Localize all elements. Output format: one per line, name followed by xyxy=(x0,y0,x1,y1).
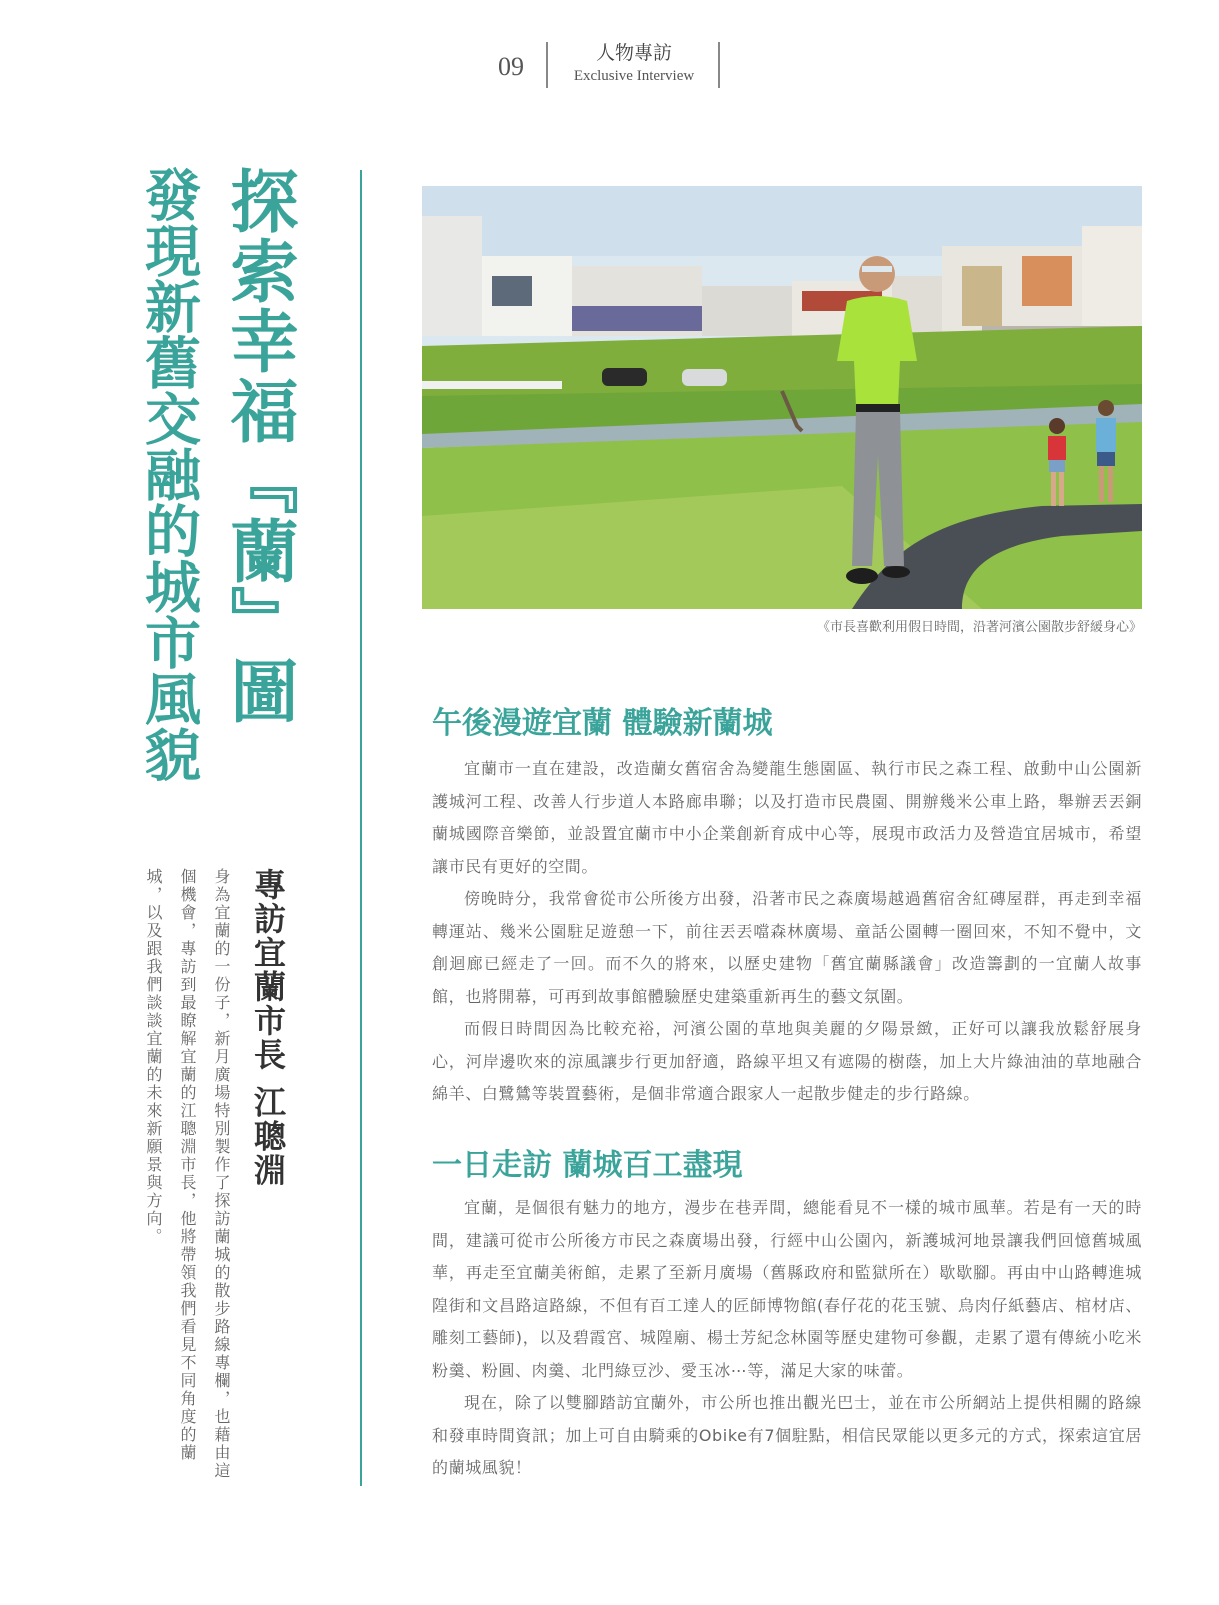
section-2-title: 一日走訪 蘭城百工盡現 xyxy=(432,1148,743,1183)
intro-text: 身為宜蘭的一份子，新月廣場特別製作了探訪蘭城的散步路線專欄，也藉由這個機會，專訪到最瞭解宜蘭的江聰淵市長，他將帶領我們看見不同角度的蘭城，以及跟我們談談宜蘭的未來新願景與方向。 xyxy=(144,868,231,1480)
header-divider-right xyxy=(718,42,720,88)
section-1-paragraph: 宜蘭市一直在建設，改造蘭女舊宿舍為變龍生態園區、執行市民之森工程、啟動中山公園新護城河工程、改善人行步道人本路廊串聯；以及打造市民農園、開辦幾米公車上路，舉辦丟丟銅蘭城國際音樂節，並設置宜蘭市中小企業創新育成中心等，展現市政活力及營造宜居城市，希望讓市民有更好的空間。 xyxy=(432,759,1142,876)
photo-caption: 《市長喜歡利用假日時間，沿著河濱公園散步舒緩身心》 xyxy=(816,620,1142,635)
section-1-paragraph: 而假日時間因為比較充裕，河濱公園的草地與美麗的夕陽景緻，正好可以讓我放鬆舒展身心，河岸邊吹來的涼風讓步行更加舒適，路線平坦又有遮陽的樹蔭，加上大片綠油油的草地融合綿羊、白鷺鷥等裝置藝術，是個非常適合跟家人一起散步健走的步行路線。 xyxy=(432,1019,1142,1103)
header-divider-left xyxy=(546,42,548,88)
title-line-1: 探索幸福『蘭』圖 xyxy=(219,166,299,726)
section-1-title: 午後漫遊宜蘭 體驗新蘭城 xyxy=(432,706,773,741)
page-header xyxy=(0,38,1219,90)
vertical-divider xyxy=(360,170,362,1486)
title-line-2: 發現新舊交融的城市風貌 xyxy=(136,166,202,782)
section-2-paragraph: 宜蘭，是個很有魅力的地方，漫步在巷弄間，總能看見不一樣的城市風華。若是有一天的時間，建議可從市公所後方市民之森廣場出發，行經中山公園內，新護城河地景讓我們回憶舊城風華，再走至宜蘭美術館，走累了至新月廣場（舊縣政府和監獄所在）歇歇腳。再由中山路轉進城隍街和文昌路這路線，不但有百工達人的匠師博物館(春仔花的花玉號、烏肉仔紙藝店、棺材店、雕刻工藝師)，以及碧霞宮、城隍廟、楊士芳紀念林園等歷史建物可參觀，走累了還有傳統小吃米粉羹、粉圓、肉羹、北門綠豆沙、愛玉冰⋯等，滿足大家的味蕾。 xyxy=(432,1198,1142,1380)
interview-subtitle: 專訪宜蘭市長 江聰淵 xyxy=(249,868,287,1188)
section-1-paragraph: 傍晚時分，我常會從市公所後方出發，沿著市民之森廣場越過舊宿舍紅磚屋群，再走到幸福轉運站、幾米公園駐足遊憩一下，前往丟丟噹森林廣場、童話公園轉一圈回來，不知不覺中，文創迴廊已經走了一回。而不久的將來，以歷史建物「舊宜蘭縣議會」改造籌劃的一宜蘭人故事館，也將開幕，可再到故事館體驗歷史建築重新再生的藝文氛圍。 xyxy=(432,889,1142,1006)
section-1-body xyxy=(432,753,1142,1111)
mayor-walking-photo xyxy=(422,186,1142,609)
section-name-en: Exclusive Interview xyxy=(573,68,695,84)
page-number: 09 xyxy=(498,52,524,81)
section-name-cn: 人物專訪 xyxy=(595,42,672,64)
section-2-paragraph: 現在，除了以雙腳踏訪宜蘭外，市公所也推出觀光巴士，並在市公所網站上提供相關的路線和發車時間資訊；加上可自由騎乘的Obike有7個駐點，相信民眾能以更多元的方式，探索這宜居的蘭城風貌！ xyxy=(432,1393,1142,1477)
section-2-body xyxy=(432,1192,1142,1485)
